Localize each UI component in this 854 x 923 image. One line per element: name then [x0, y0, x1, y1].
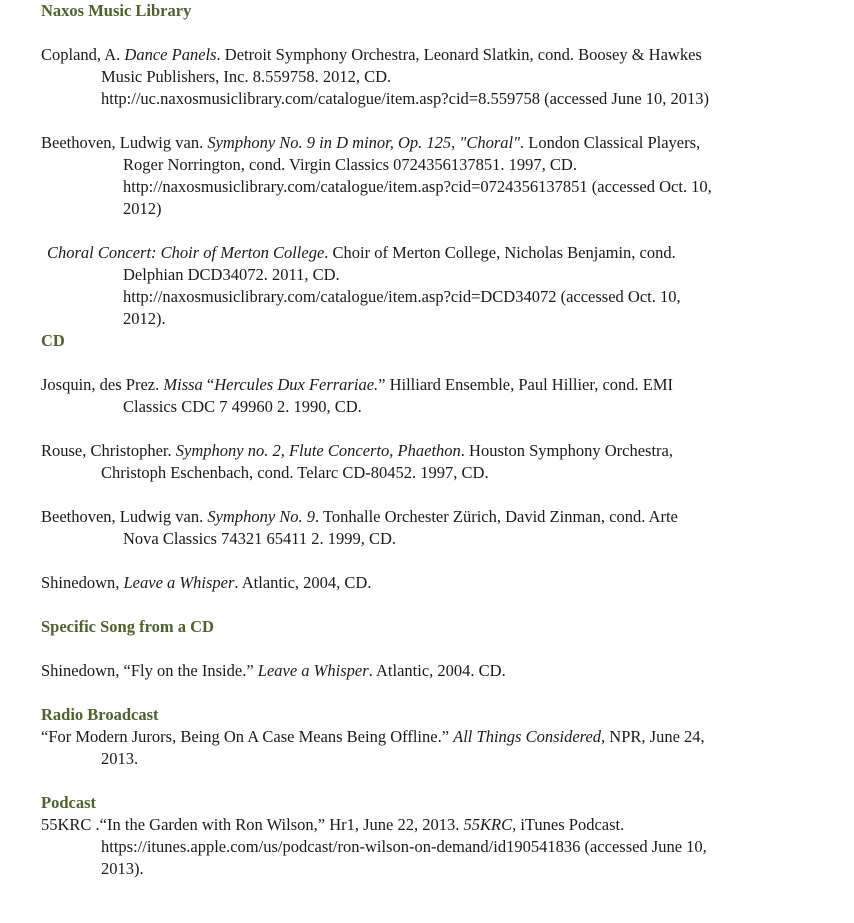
document-page [41, 0, 841, 880]
citation-josquin: Josquin, des Prez. Missa “Hercules Dux Ferrariae.” Hilliard Ensemble, Paul Hillier, cond. EMI Classics CDC 7 49960 2. 1990, CD. [41, 375, 674, 416]
heading-podcast: Podcast [41, 793, 96, 812]
citation-url: http://naxosmusiclibrary.com/catalogue/item.asp?cid=0724356137851 (accessed Oct. 10, [123, 177, 712, 196]
citation-url: http://naxosmusiclibrary.com/catalogue/item.asp?cid=DCD34072 (accessed Oct. 10, [123, 287, 681, 306]
heading-cd: CD [41, 331, 65, 350]
citation-beethoven-naxos: Beethoven, Ludwig van. Symphony No. 9 in D minor, Op. 125, "Choral". London Classical Players, Roger Norrington, cond. Virgin Classics 0724356137851. 1997, CD. http://naxosmusiclibrary.com/catalogue/item.asp?cid=0724356137851 (accessed Oct. 10, 2012) [41, 132, 841, 220]
citation-choral-concert: Choral Concert: Choir of Merton College. Choir of Merton College, Nicholas Benjamin, cond. Delphian DCD34072. 2011, CD. http://naxosmusiclibrary.com/catalogue/item.asp?cid=DCD34072 (accessed Oct. 10, 2012). [41, 242, 841, 330]
heading-naxos-music-library: Naxos Music Library [41, 1, 192, 20]
citation-rouse: Rouse, Christopher. Symphony no. 2, Flute Concerto, Phaethon. Houston Symphony Orchestra, Christoph Eschenbach, cond. Telarc CD-80452. 1997, CD. [41, 441, 673, 482]
heading-radio-broadcast: Radio Broadcast [41, 705, 159, 724]
citation-podcast: 55KRC .“In the Garden with Ron Wilson,” Hr1, June 22, 2013. 55KRC, iTunes Podcast. https://itunes.apple.com/us/podcast/ron-wilson-on-demand/id190541836 (accessed June 10, 2013). [41, 814, 841, 880]
citation-radio: “For Modern Jurors, Being On A Case Means Being Offline.” All Things Considered, NPR, June 24, 2013. [41, 727, 705, 768]
citation-shinedown-song: Shinedown, “Fly on the Inside.” Leave a Whisper. Atlantic, 2004. CD. [41, 661, 506, 680]
citation-url: http://uc.naxosmusiclibrary.com/catalogue/item.asp?cid=8.559758 (accessed June 10, 2013) [101, 89, 710, 108]
citation-url: https://itunes.apple.com/us/podcast/ron-wilson-on-demand/id190541836 (accessed June 10, [101, 837, 707, 856]
citation-shinedown-cd: Shinedown, Leave a Whisper. Atlantic, 2004, CD. [41, 573, 372, 592]
heading-specific-song: Specific Song from a CD [41, 617, 214, 636]
citation-beethoven-cd: Beethoven, Ludwig van. Symphony No. 9. Tonhalle Orchester Zürich, David Zinman, cond. Arte Nova Classics 74321 65411 2. 1999, CD. [41, 507, 678, 548]
citation-copland: Copland, A. Dance Panels. Detroit Symphony Orchestra, Leonard Slatkin, cond. Boosey & Hawkes Music Publishers, Inc. 8.559758. 2012, CD. http://uc.naxosmusiclibrary.com/catalogue/item.asp?cid=8.559758 (accessed June 10, 2013) [41, 44, 841, 110]
